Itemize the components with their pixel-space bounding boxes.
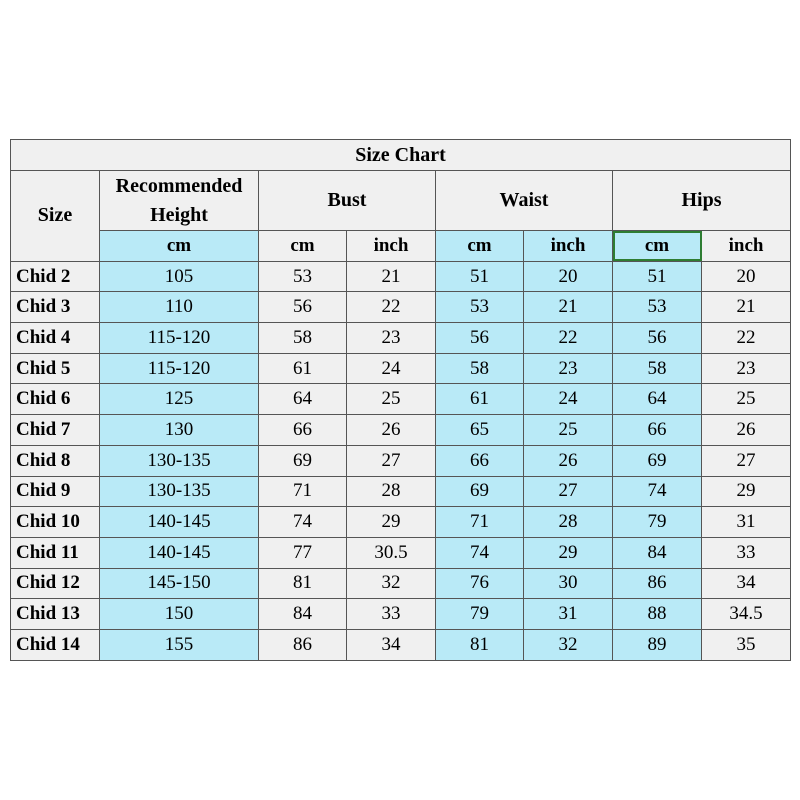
table-row [11,353,791,384]
size-cell: Chid 7 [11,415,100,446]
bust-cm-cell: 86 [259,629,347,660]
title-row [11,140,791,171]
unit-cell: cm [100,231,259,262]
waist-cm-cell: 76 [436,568,524,599]
hips-inch-cell: 33 [702,537,791,568]
table-row [11,323,791,354]
height-cell: 125 [100,384,259,415]
waist-header: Waist [436,171,613,231]
size-cell: Chid 4 [11,323,100,354]
table-row [11,507,791,538]
hips-cm-cell: 86 [613,568,702,599]
waist-cm-cell: 71 [436,507,524,538]
height-cell: 130 [100,415,259,446]
waist-inch-cell: 20 [524,261,613,292]
waist-inch-cell: 28 [524,507,613,538]
table-row [11,384,791,415]
size-cell: Chid 8 [11,445,100,476]
height-header-line1: Recommended [115,174,243,197]
bust-cm-cell: 58 [259,323,347,354]
size-cell: Chid 3 [11,292,100,323]
bust-inch-cell: 27 [347,445,436,476]
hips-header: Hips [613,171,791,231]
bust-inch-cell: 24 [347,353,436,384]
table-row [11,629,791,660]
size-cell: Chid 5 [11,353,100,384]
height-cell: 140-145 [100,537,259,568]
height-cell: 130-135 [100,476,259,507]
bust-inch-cell: 21 [347,261,436,292]
size-cell: Chid 14 [11,629,100,660]
size-header: Size [11,171,100,262]
height-cell: 115-120 [100,353,259,384]
waist-cm-cell: 79 [436,599,524,630]
bust-cm-cell: 61 [259,353,347,384]
waist-inch-cell: 25 [524,415,613,446]
waist-inch-cell: 22 [524,323,613,354]
hips-cm-cell: 53 [613,292,702,323]
waist-inch-cell: 24 [524,384,613,415]
bust-inch-cell: 34 [347,629,436,660]
hips-cm-cell: 69 [613,445,702,476]
hips-inch-cell: 26 [702,415,791,446]
unit-row [11,231,791,262]
waist-cm-cell: 61 [436,384,524,415]
bust-inch-cell: 33 [347,599,436,630]
size-cell: Chid 13 [11,599,100,630]
waist-inch-cell: 31 [524,599,613,630]
hips-cm-cell: 51 [613,261,702,292]
table-row [11,476,791,507]
hips-cm-cell: 56 [613,323,702,354]
table-row [11,568,791,599]
waist-inch-cell: 29 [524,537,613,568]
size-chart-table [10,139,791,661]
size-cell: Chid 6 [11,384,100,415]
table-row [11,599,791,630]
bust-cm-cell: 77 [259,537,347,568]
bust-header: Bust [259,171,436,231]
waist-cm-cell: 66 [436,445,524,476]
hips-inch-cell: 25 [702,384,791,415]
hips-cm-cell: 74 [613,476,702,507]
hips-cm-cell: 66 [613,415,702,446]
hips-cm-cell: 84 [613,537,702,568]
height-cell: 145-150 [100,568,259,599]
size-cell: Chid 2 [11,261,100,292]
bust-cm-cell: 74 [259,507,347,538]
waist-cm-cell: 51 [436,261,524,292]
height-header-line2: Height [150,203,208,226]
waist-inch-cell: 26 [524,445,613,476]
table-row [11,415,791,446]
bust-inch-cell: 29 [347,507,436,538]
table-row [11,537,791,568]
bust-inch-cell: 25 [347,384,436,415]
waist-cm-cell: 65 [436,415,524,446]
hips-cm-cell: 88 [613,599,702,630]
size-cell: Chid 10 [11,507,100,538]
hips-inch-cell: 34 [702,568,791,599]
bust-cm-cell: 71 [259,476,347,507]
bust-inch-cell: 22 [347,292,436,323]
size-cell: Chid 9 [11,476,100,507]
hips-cm-cell: 64 [613,384,702,415]
height-cell: 140-145 [100,507,259,538]
height-cell: 130-135 [100,445,259,476]
height-cell: 115-120 [100,323,259,354]
bust-cm-cell: 56 [259,292,347,323]
bust-cm-cell: 81 [259,568,347,599]
hips-inch-cell: 27 [702,445,791,476]
unit-cell: inch [702,231,791,262]
unit-cell-selected[interactable]: cm [613,231,702,262]
hips-cm-cell: 79 [613,507,702,538]
waist-cm-cell: 53 [436,292,524,323]
unit-cell: cm [259,231,347,262]
hips-inch-cell: 23 [702,353,791,384]
bust-inch-cell: 23 [347,323,436,354]
table-row [11,261,791,292]
bust-cm-cell: 66 [259,415,347,446]
hips-cm-cell: 58 [613,353,702,384]
hips-inch-cell: 31 [702,507,791,538]
bust-inch-cell: 26 [347,415,436,446]
bust-cm-cell: 69 [259,445,347,476]
height-cell: 105 [100,261,259,292]
height-cell: 155 [100,629,259,660]
height-cell: 150 [100,599,259,630]
waist-cm-cell: 58 [436,353,524,384]
table-row [11,292,791,323]
hips-inch-cell: 21 [702,292,791,323]
hips-cm-cell: 89 [613,629,702,660]
size-cell: Chid 11 [11,537,100,568]
waist-inch-cell: 27 [524,476,613,507]
unit-cell: cm [436,231,524,262]
waist-cm-cell: 69 [436,476,524,507]
bust-inch-cell: 28 [347,476,436,507]
hips-inch-cell: 29 [702,476,791,507]
header-row [11,171,791,231]
waist-inch-cell: 21 [524,292,613,323]
waist-inch-cell: 23 [524,353,613,384]
bust-cm-cell: 64 [259,384,347,415]
waist-cm-cell: 56 [436,323,524,354]
waist-cm-cell: 74 [436,537,524,568]
hips-inch-cell: 35 [702,629,791,660]
bust-inch-cell: 32 [347,568,436,599]
height-cell: 110 [100,292,259,323]
waist-inch-cell: 32 [524,629,613,660]
table-row [11,445,791,476]
waist-cm-cell: 81 [436,629,524,660]
size-cell: Chid 12 [11,568,100,599]
bust-cm-cell: 84 [259,599,347,630]
unit-cell: inch [524,231,613,262]
height-header [100,171,259,231]
bust-inch-cell: 30.5 [347,537,436,568]
hips-inch-cell: 34.5 [702,599,791,630]
hips-inch-cell: 20 [702,261,791,292]
chart-title: Size Chart [11,140,791,171]
bust-cm-cell: 53 [259,261,347,292]
hips-inch-cell: 22 [702,323,791,354]
waist-inch-cell: 30 [524,568,613,599]
unit-cell: inch [347,231,436,262]
